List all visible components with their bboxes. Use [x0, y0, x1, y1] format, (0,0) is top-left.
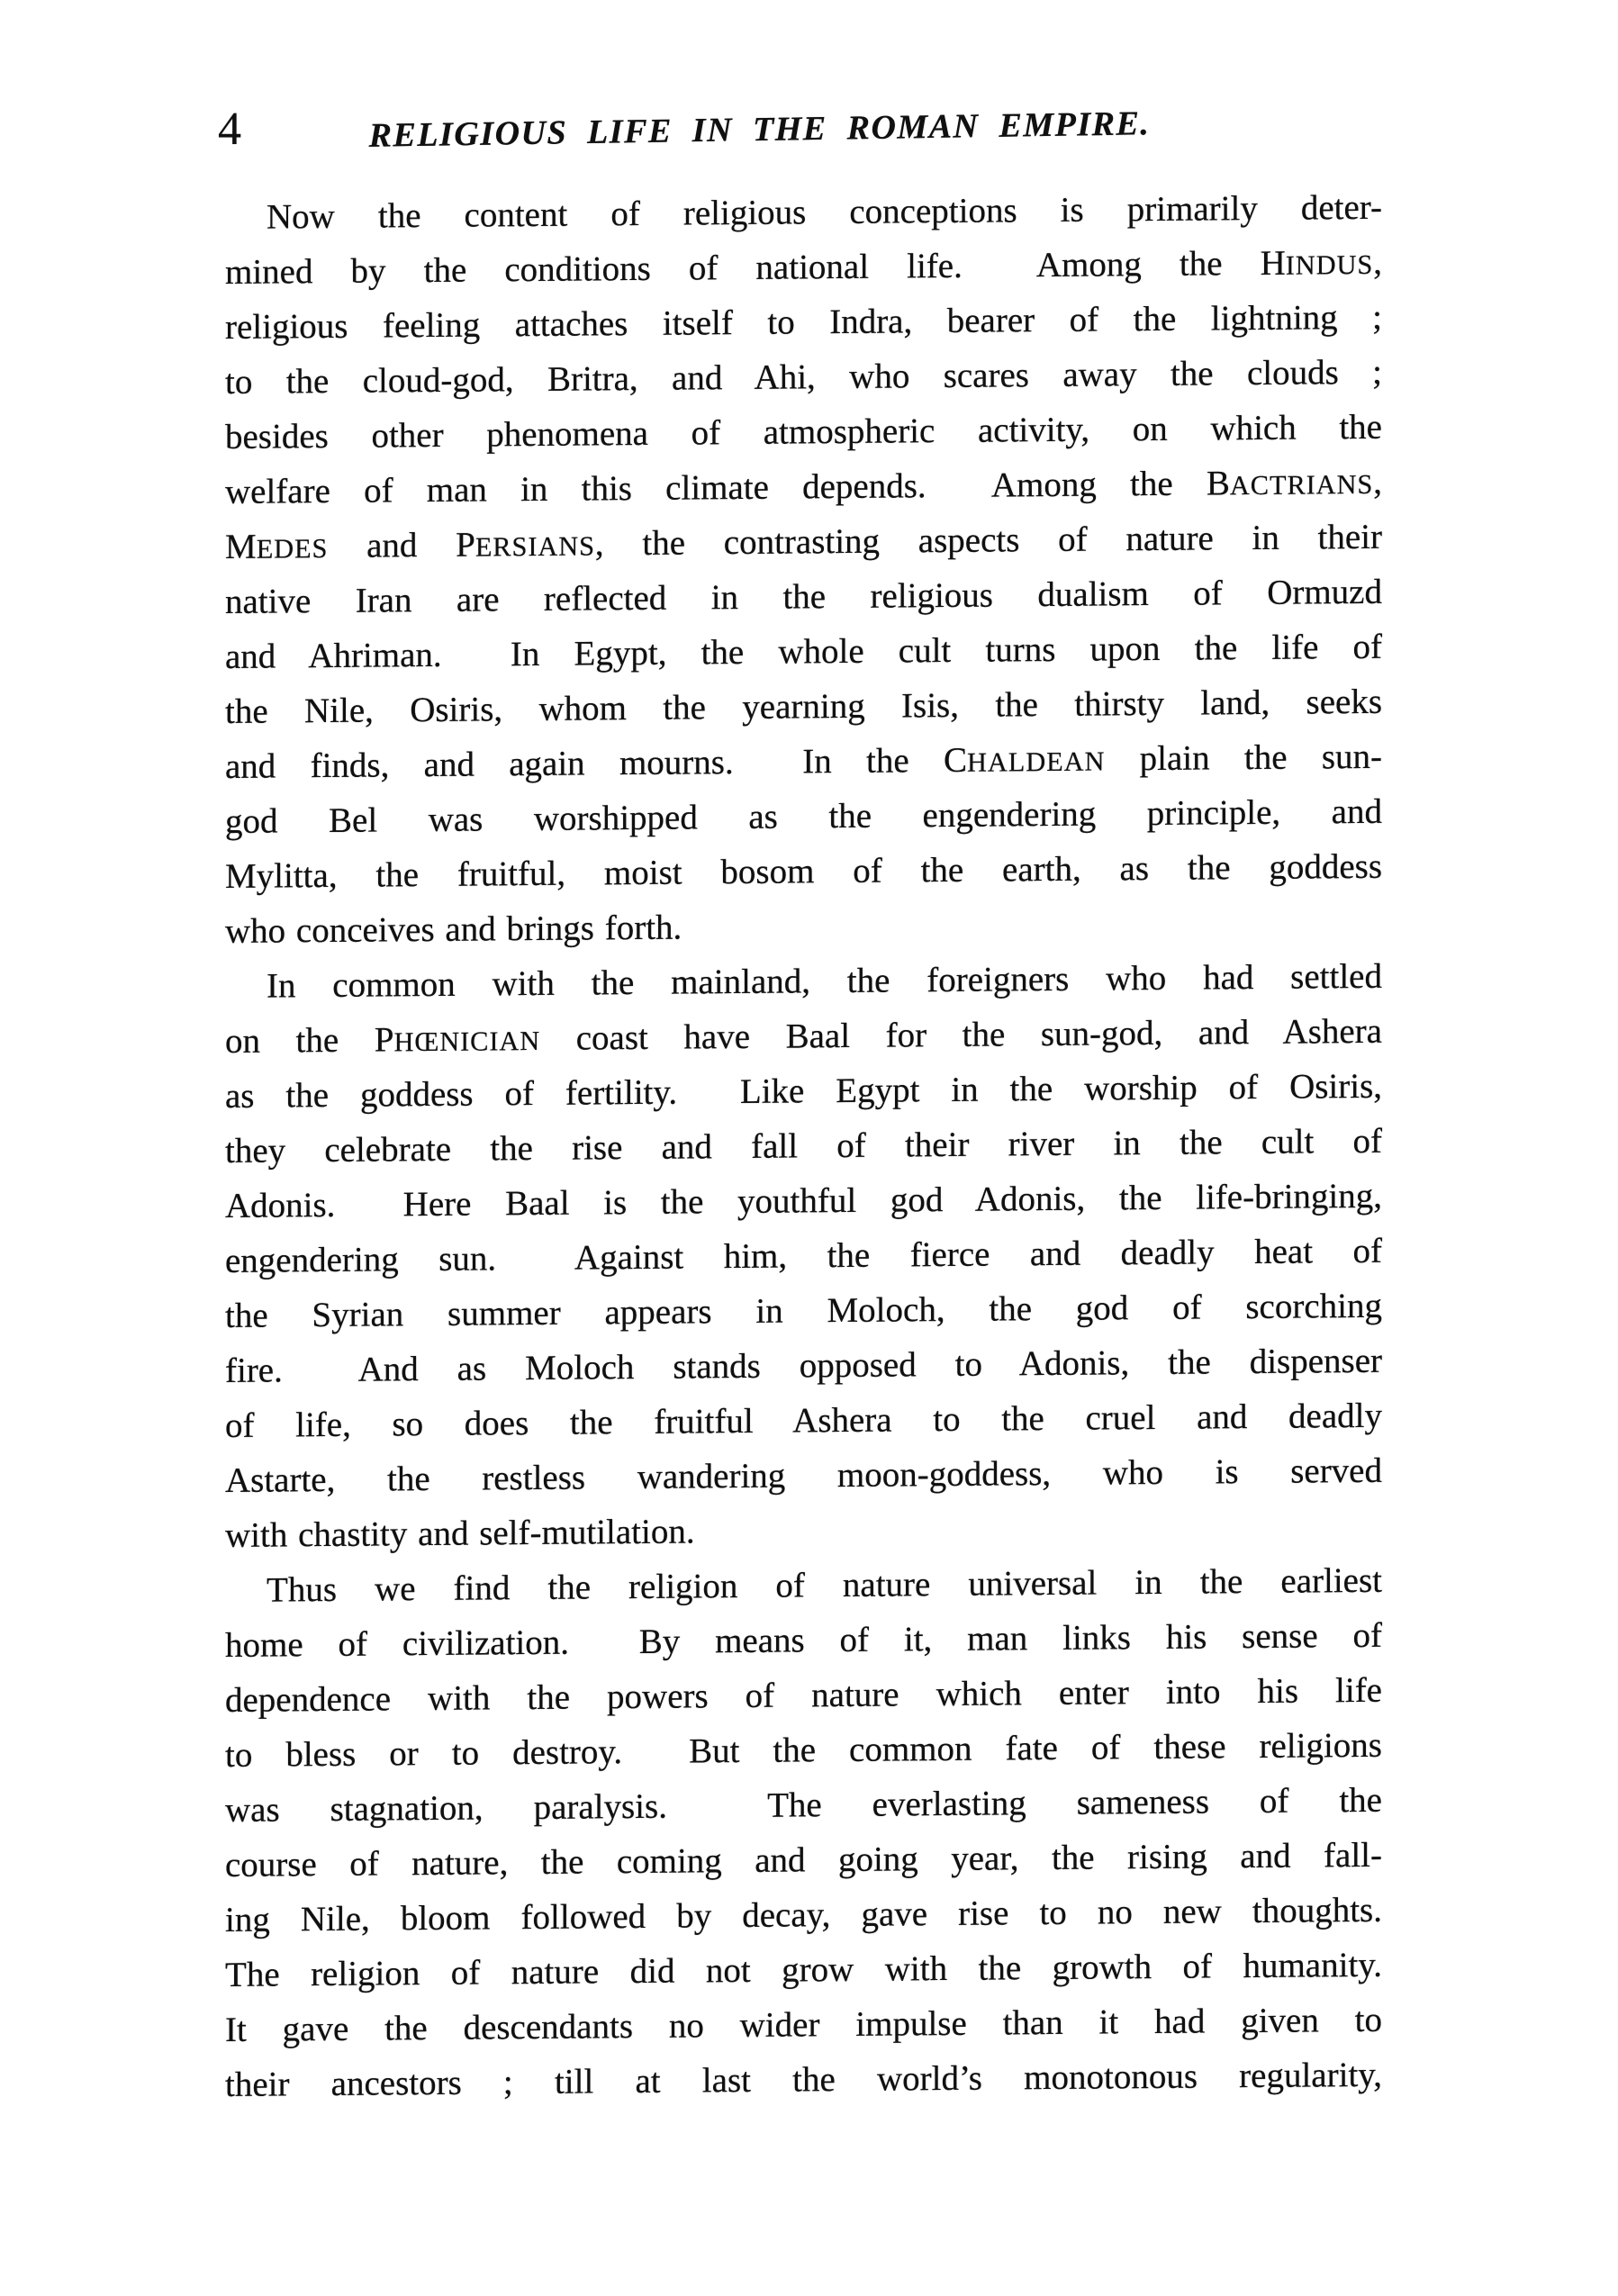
text-line: It gave the descendants no wider impulse than it had given to — [225, 2000, 1382, 2049]
text-line: religious feeling attaches itself to Indra, bearer of the lightning ; — [225, 297, 1382, 347]
running-head-row — [0, 101, 1618, 155]
text-line: MEDES and PERSIANS, the contrasting aspects of nature in their — [225, 517, 1383, 566]
text-line: besides other phenomena of atmospheric activity, on which the — [225, 407, 1382, 456]
text-line: ing Nile, bloom followed by decay, gave rise to no new thoughts. — [225, 1890, 1382, 1939]
text-line: with chastity and self-mutilation. — [225, 1512, 695, 1555]
page-number: 4 — [218, 104, 242, 155]
text-line: and finds, and again mourns. In the CHALDEAN plain the sun- — [225, 737, 1382, 786]
text-line: Astarte, the restless wandering moon-goddess, who is served — [225, 1451, 1382, 1500]
running-header-title: RELIGIOUS LIFE IN THE ROMAN EMPIRE. — [368, 104, 1151, 155]
text-line: and Ahriman. In Egypt, the whole cult turns upon the life of — [225, 627, 1382, 676]
text-line: Thus we find the religion of nature universal in the earliest — [267, 1560, 1382, 1610]
text-line: they celebrate the rise and fall of their river in the cult of — [225, 1121, 1382, 1171]
paragraph — [225, 949, 1382, 1563]
text-line: home of civilization. By means of it, man links his sense of — [225, 1615, 1382, 1665]
body-text-block — [225, 180, 1382, 2112]
text-line: native Iran are reflected in the religious dualism of Ormuzd — [225, 572, 1382, 621]
text-line: course of nature, the coming and going year, the rising and fall- — [225, 1835, 1382, 1885]
text-line: Mylitta, the fruitful, moist bosom of the earth, as the goddess — [225, 846, 1382, 896]
text-line: their ancestors ; till at last the world’s monotonous regularity, — [225, 2055, 1382, 2104]
text-line: The religion of nature did not grow with the growth of humanity. — [225, 1945, 1382, 1994]
text-line: to the cloud-god, Britra, and Ahi, who scares away the clouds ; — [225, 352, 1382, 402]
text-line: was stagnation, paralysis. The everlasting sameness of the — [225, 1780, 1382, 1830]
text-line: to bless or to destroy. But the common fate of these religions — [225, 1725, 1382, 1775]
text-line: as the goddess of fertility. Like Egypt in the worship of Osiris, — [225, 1066, 1382, 1116]
text-line: of life, so does the fruitful Ashera to the cruel and deadly — [225, 1396, 1382, 1445]
text-line: welfare of man in this climate depends. Among the BACTRIANS, — [225, 462, 1382, 511]
text-line: In common with the mainland, the foreigners who had settled — [267, 956, 1382, 1006]
text-line: engendering sun. Against him, the fierce and deadly heat of — [225, 1231, 1382, 1280]
text-line: the Nile, Osiris, whom the yearning Isis, the thirsty land, seeks — [225, 682, 1382, 731]
text-line: god Bel was worshipped as the engendering principle, and — [225, 791, 1382, 841]
text-line: fire. And as Moloch stands opposed to Adonis, the dispenser — [225, 1341, 1382, 1390]
paragraph — [225, 180, 1382, 959]
text-line: dependence with the powers of nature which enter into his life — [225, 1670, 1382, 1720]
text-line: Adonis. Here Baal is the youthful god Adonis, the life-bringing, — [225, 1176, 1382, 1225]
paragraph — [225, 1553, 1382, 2112]
text-line: on the PHŒNICIAN coast have Baal for the sun-god, and Ashera — [225, 1011, 1382, 1061]
text-line: mined by the conditions of national life. Among the HINDUS, — [225, 242, 1382, 292]
text-line: Now the content of religious conceptions is primarily deter- — [267, 187, 1382, 237]
text-line: who conceives and brings forth. — [225, 908, 682, 951]
text-line: the Syrian summer appears in Moloch, the god of scorching — [225, 1286, 1382, 1335]
